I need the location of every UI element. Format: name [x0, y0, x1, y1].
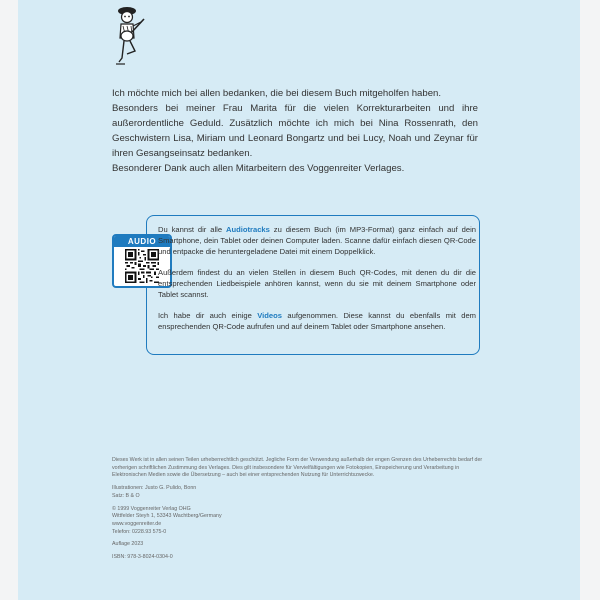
qr-codes-paragraph: Außerdem findest du an vielen Stellen in diesem Buch QR-Codes, mit denen du dir die entsprechenden Liedbeispiele anhören kannst, wenn du sie mit deinem Smartphone oder Tablet scannst.	[158, 268, 476, 299]
illustrations-credit: Illustrationen: Justo G. Pulido, Bonn	[112, 485, 197, 492]
publisher-website: www.voggenreiter.de	[112, 520, 162, 527]
audiotracks-highlight: Audiotracks	[225, 225, 270, 234]
guitar-player-illustration-icon	[113, 4, 147, 70]
edition: Auflage 2023	[112, 541, 144, 548]
publisher-address: Wittfelder Steyh 1, 53343 Wachtberg/Germany	[112, 513, 222, 520]
typesetting-credit: Satz: B & O	[112, 492, 140, 499]
acknowledgements	[112, 86, 478, 176]
videos-highlight: Videos	[257, 311, 282, 320]
acknowledgement-family: Besonders bei meiner Frau Marita für die vielen Korrekturarbeiten und ihre außerordentliche Geduld. Zusätzlich möchte ich mich bei Nina Rossenrath, den Geschwistern Lisa, Miriam und Leonard Bongartz und bei Lucy, Noah und Zeynar für ihren Gesangseinsatz bedanken.	[112, 103, 478, 159]
audiotracks-paragraph: Du kannst dir alle Audiotracks zu diesem Buch (im MP3-Format) ganz einfach auf dein Smartphone, dein Tablet oder deinen Computer laden. Scanne dafür einfach diesen QR-Code und entpacke die heruntergeladene Datei mit einem Doppelklick.	[158, 225, 476, 256]
audio-info-text	[158, 224, 476, 342]
publisher-phone: Telefon: 0228.93 575-0	[112, 528, 167, 535]
audio-badge-label: AUDIO	[114, 236, 170, 247]
isbn: ISBN: 978-3-8024-0304-0	[112, 554, 173, 561]
acknowledgement-intro: Ich möchte mich bei allen bedanken, die bei diesem Buch mitgeholfen haben.	[112, 88, 442, 99]
acknowledgement-publisher: Besonderer Dank auch allen Mitarbeitern des Voggenreiter Verlages.	[112, 163, 405, 174]
copyright-line: © 1999 Voggenreiter Verlag OHG	[112, 505, 191, 512]
copyright-notice: Dieses Werk ist in allen seinen Teilen urheberrechtlich geschützt. Jegliche Form der Verwendung außerhalb der engen Grenzen des Urheberrechts bedarf der vorherigen schriftlichen Zustimmung des Verlages. Dies gilt insbesondere für Vervielfältigungen wie Fotokopien, Einspeicherung und Verarbeitung in Elektronischen Medien sowie die Übersetzung – auch bei einer entsprechenden Nutzung für Unterrichtszwecke.	[112, 457, 483, 479]
videos-paragraph: Ich habe dir auch einige Videos aufgenommen. Diese kannst du ebenfalls mit dem ensprechenden QR-Code aufrufen und auf deinem Tablet oder Smartphone ansehen.	[158, 311, 476, 331]
qr-code-icon[interactable]	[125, 249, 159, 283]
imprint	[112, 457, 484, 567]
publisher-info	[112, 506, 484, 537]
credits	[112, 485, 484, 500]
